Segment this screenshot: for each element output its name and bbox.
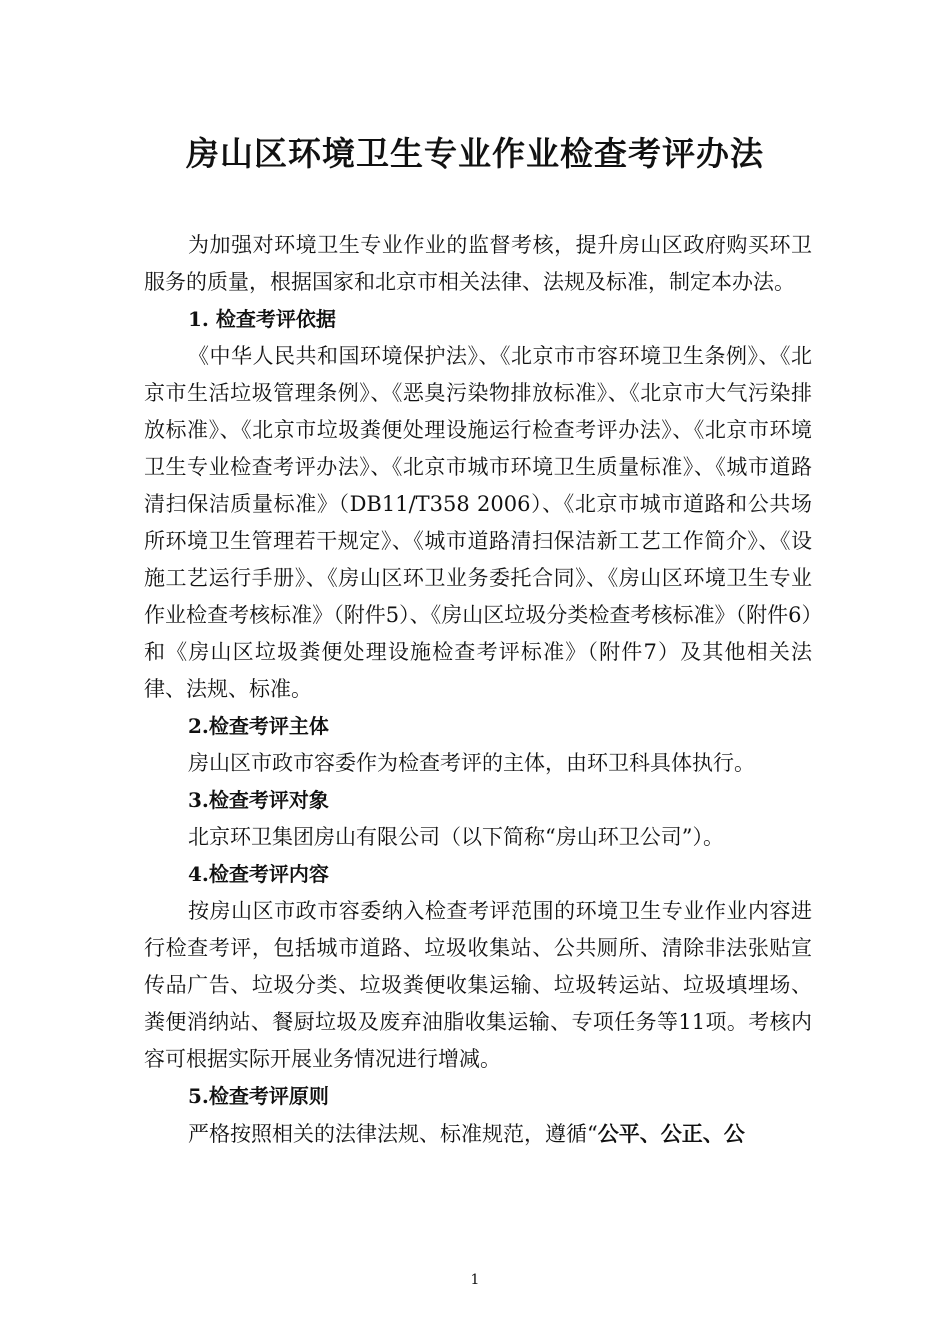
section-heading: 5.检查考评原则 [188, 1084, 329, 1108]
section-principle [144, 1078, 812, 1153]
section-heading: 3.检查考评对象 [188, 788, 329, 812]
page-title: 房山区环境卫生专业作业检查考评办法 [186, 134, 764, 173]
section-text-normal: 严格按照相关的法律法规、标准规范，遵循“ [188, 1122, 598, 1146]
intro-paragraph: 为加强对环境卫生专业作业的监督考核，提升房山区政府购买环卫服务的质量，根据国家和北京市相关法律、法规及标准，制定本办法。 [144, 233, 812, 294]
section-text [144, 1115, 812, 1153]
section-subject [144, 708, 812, 782]
page-number: 1 [470, 1272, 480, 1288]
section-text: 《中华人民共和国环境保护法》、《北京市市容环境卫生条例》、《北京市生活垃圾管理条例》、《恶臭污染物排放标准》、《北京市大气污染排放标准》、《北京市垃圾粪便处理设施运行检查考评办法》、《北京市环境卫生专业检查考评办法》、《北京市城市环境卫生质量标准》、《城市道路清扫保洁质量标准》（DB11/T358 2006）、《北京市城市道路和公共场所环境卫生管理若干规定》、《城市道路清扫保洁新工艺工作简介》、《设施工艺运行手册》、《房山区环卫业务委托合同》、《房山区环境卫生专业作业检查考核标准》（附件5）、《房山区垃圾分类检查考核标准》（附件6）和《房山区垃圾粪便处理设施检查考评标准》（附件7）及其他相关法律、法规、标准。 [144, 344, 812, 701]
section-text: 北京环卫集团房山有限公司（以下简称“房山环卫公司”）。 [188, 825, 724, 849]
section-text-bold: 公平、公正、公 [597, 1121, 745, 1146]
section-content [144, 856, 812, 1078]
document-body [144, 227, 812, 1153]
section-text: 按房山区市政市容委纳入检查考评范围的环境卫生专业作业内容进行检查考评，包括城市道路、垃圾收集站、公共厕所、清除非法张贴宣传品广告、垃圾分类、垃圾粪便收集运输、垃圾转运站、垃圾填埋场、粪便消纳站、餐厨垃圾及废弃油脂收集运输、专项任务等11项。考核内容可根据实际开展业务情况进行增减。 [144, 899, 812, 1071]
section-object [144, 782, 812, 856]
section-text: 房山区市政市容委作为检查考评的主体，由环卫科具体执行。 [188, 751, 755, 775]
section-heading: 4.检查考评内容 [188, 862, 329, 886]
section-heading: 1. 检查考评依据 [188, 307, 336, 331]
section-heading: 2.检查考评主体 [188, 714, 329, 738]
section-basis [144, 301, 812, 708]
